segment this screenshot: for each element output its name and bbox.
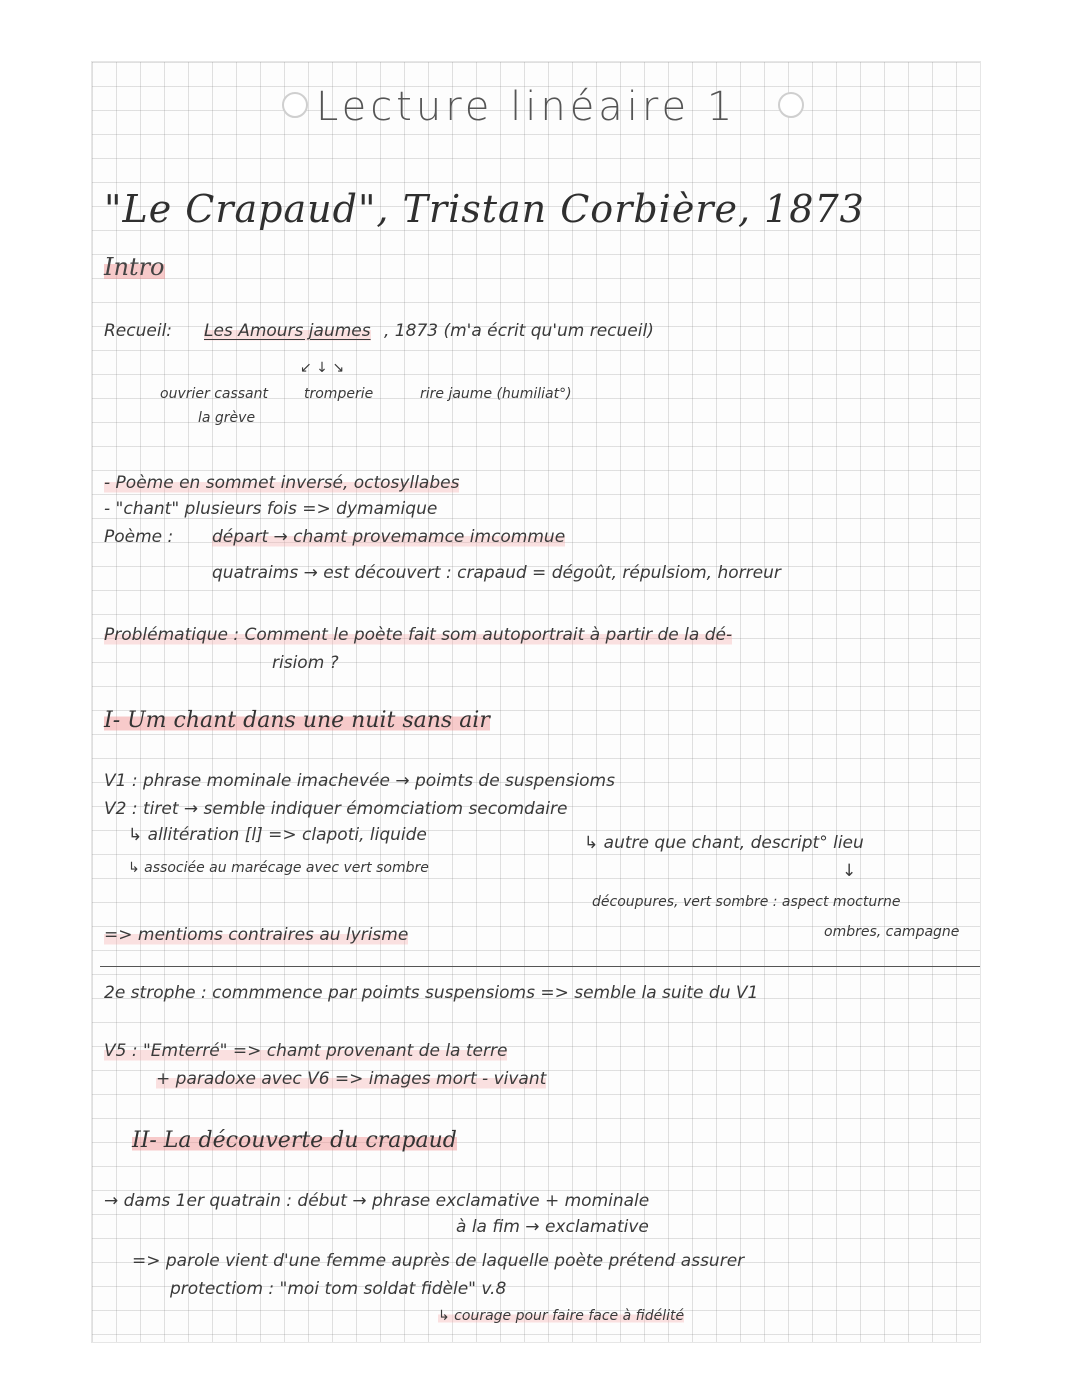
part2-courage: ↳ courage pour faire face à fidélité <box>438 1308 685 1324</box>
page-title: Lecture linéaire 1 <box>316 84 737 130</box>
part2-parole1: => parole vient d'une femme auprès de laquelle poète prétend assurer <box>132 1251 745 1271</box>
part1-associe: ↳ associée au marécage avec vert sombre <box>128 860 429 876</box>
intro-heading: Intro <box>104 253 165 281</box>
recueil-label: Recueil: <box>104 321 173 341</box>
part1-v2: V2 : tiret → semble indiquer émomciatiom secomdaire <box>104 799 568 819</box>
recueil-title: Les Amours jaumes <box>204 321 371 341</box>
intro-line-chant: - "chant" plusieurs fois => dymamique <box>104 499 438 519</box>
recueil-note: , 1873 (m'a écrit qu'um recueil) <box>384 321 654 341</box>
section-2-heading: II- La découverte du crapaud <box>132 1128 457 1153</box>
branch-arrows: ↙ ↓ ↘ <box>300 360 345 376</box>
part1-ombres: ombres, campagne <box>824 924 960 940</box>
part1-decoupures: découpures, vert sombre : aspect mocturne <box>592 894 901 910</box>
branch-ouvrier: ouvrier cassant <box>160 386 268 402</box>
part1-mentions: => mentioms contraires au lyrisme <box>104 925 409 945</box>
branch-greve: la grève <box>198 410 256 426</box>
branch-rire-jaune: rire jaume (humiliat°) <box>420 386 572 402</box>
part2-fin: à la fim → exclamative <box>456 1217 649 1237</box>
poeme-quatrains: quatraims → est découvert : crapaud = dégoût, répulsiom, horreur <box>212 563 781 583</box>
poeme-label: Poème : <box>104 527 174 547</box>
part1-allit: ↳ allitération [l] => clapoti, liquide <box>128 825 427 845</box>
part1-v1: V1 : phrase mominale imachevée → poimts de suspensioms <box>104 771 615 791</box>
intro-line-poeme: - Poème en sommet inversé, octosyllabes <box>104 473 460 493</box>
problematique-line1: Problématique : Comment le poète fait som autoportrait à partir de la dé- <box>104 625 733 645</box>
part1-strophe2: 2e strophe : commmence par poimts suspensioms => semble la suite du V1 <box>104 983 759 1003</box>
divider-line <box>100 966 980 967</box>
part1-paradoxe: + paradoxe avec V6 => images mort - vivant <box>156 1069 547 1089</box>
binder-hole <box>282 92 308 118</box>
work-title: "Le Crapaud", Tristan Corbière, 1873 <box>104 187 865 231</box>
part2-quatrain: → dams 1er quatrain : début → phrase exclamative + mominale <box>104 1191 650 1211</box>
poeme-depart: départ → chamt provemamce imcommue <box>212 527 566 547</box>
binder-hole <box>778 92 804 118</box>
part1-autre: ↳ autre que chant, descript° lieu <box>584 833 864 853</box>
section-1-heading: I- Um chant dans une nuit sans air <box>104 708 490 733</box>
branch-tromperie: tromperie <box>304 386 374 402</box>
problematique-line2: risiom ? <box>272 653 339 673</box>
part2-parole2: protectiom : "moi tom soldat fidèle" v.8 <box>170 1279 507 1299</box>
down-arrow-icon: ↓ <box>842 861 857 881</box>
part1-v5: V5 : "Emterré" => chamt provenant de la terre <box>104 1041 508 1061</box>
